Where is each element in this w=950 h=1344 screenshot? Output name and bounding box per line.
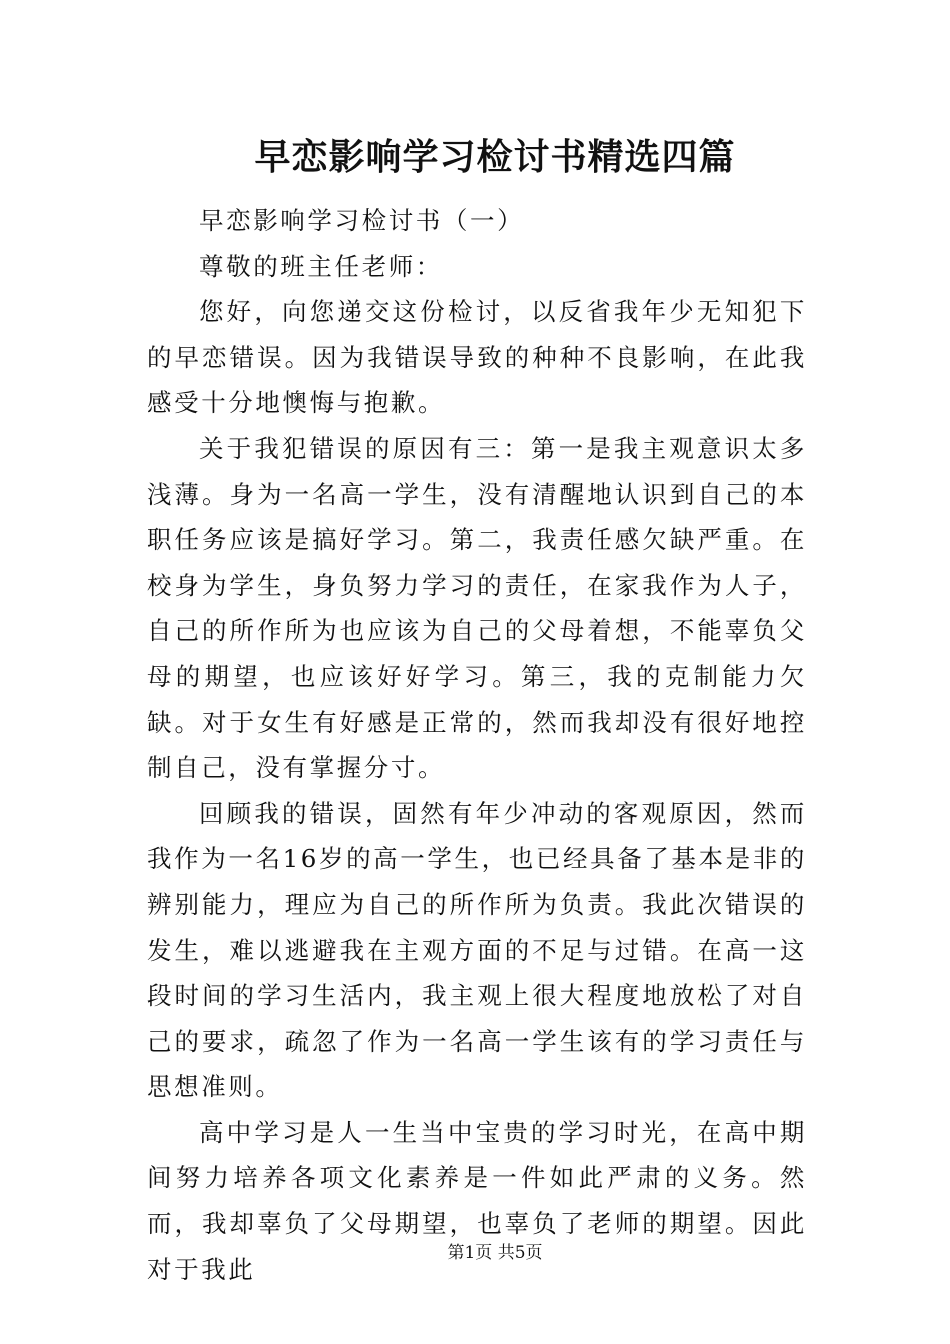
body-paragraph: 高中学习是人一生当中宝贵的学习时光，在高中期间努力培养各项文化素养是一件如此严肃的义务。然而，我却辜负了父母期望，也辜负了老师的期望。因此对于我此: [147, 1117, 807, 1284]
body-paragraph: 回顾我的错误，固然有年少冲动的客观原因，然而我作为一名16岁的高一学生，也已经具备了基本是非的辨别能力，理应为自己的所作所为负责。我此次错误的发生，难以逃避我在主观方面的不足与过错。在高一这段时间的学习生活内，我主观上很大程度地放松了对自己的要求，疏忽了作为一名高一学生该有的学习责任与思想准则。: [147, 798, 807, 1102]
body-paragraph: 您好，向您递交这份检讨，以反省我年少无知犯下的早恋错误。因为我错误导致的种种不良影响，在此我感受十分地懊悔与抱歉。: [147, 297, 807, 418]
section-heading: 早恋影响学习检讨书（一）: [199, 206, 525, 235]
document-title: 早恋影响学习检讨书精选四篇: [254, 136, 736, 178]
document-body: [147, 198, 807, 1292]
page-footer: 第1页 共5页: [447, 1243, 543, 1263]
salutation: 尊敬的班主任老师：: [199, 251, 443, 281]
body-paragraph: 关于我犯错误的原因有三：第一是我主观意识太多浅薄。身为一名高一学生，没有清醒地认识到自己的本职任务应该是搞好学习。第二，我责任感欠缺严重。在校身为学生，身负努力学习的责任，在家我作为人子，自己的所作所为也应该为自己的父母着想，不能辜负父母的期望，也应该好好学习。第三，我的克制能力欠缺。对于女生有好感是正常的，然而我却没有很好地控制自己，没有掌握分寸。: [147, 433, 807, 783]
